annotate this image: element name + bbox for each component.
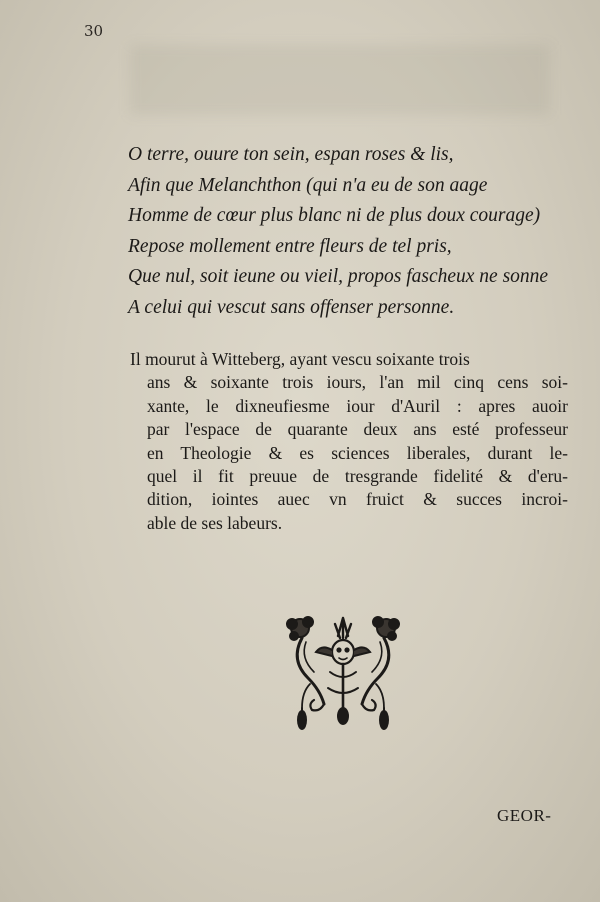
page-number: 30: [84, 22, 104, 40]
verse-line: O terre, ouure ton sein, espan roses & lis,: [128, 144, 454, 165]
prose-line: Il mourut à Witteberg, ayant vescu soixante trois: [130, 349, 470, 369]
verse-line: Que nul, soit ieune ou vieil, propos fascheux ne sonne: [128, 266, 549, 287]
prose-line: able de ses labeurs.: [147, 512, 283, 533]
verse-line: Repose mollement entre fleurs de tel pris,: [128, 235, 452, 257]
prose-paragraph: [130, 348, 568, 535]
verse-line: Afin que Melanchthon (qui n'a eu de son aage: [128, 174, 488, 196]
prose-line: xante, le dixneufiesme iour d'Auril : apres auoir: [147, 395, 568, 416]
prose-line: ans & soixante trois iours, l'an mil cinq cens soi-: [147, 372, 568, 393]
verse-line: A celui qui vescut sans offenser personne.: [128, 296, 455, 318]
fleuron-cherub-ornament-icon: [280, 612, 406, 736]
verse-epitaph: [128, 140, 568, 323]
prose-line: dition, iointes auec vn fruict & succes incroi-: [147, 489, 568, 510]
prose-line: en Theologie & es sciences liberales, durant le-: [147, 442, 568, 463]
verse-line: Homme de cœur plus blanc ni de plus doux courage): [128, 205, 541, 226]
prose-line: quel il fit preuue de tresgrande fidelité & d'eru-: [147, 466, 568, 487]
catchword: GEOR-: [497, 806, 552, 825]
bleed-through-shadow: [130, 45, 550, 115]
prose-line: par l'espace de quarante deux ans esté professeur: [147, 419, 568, 440]
